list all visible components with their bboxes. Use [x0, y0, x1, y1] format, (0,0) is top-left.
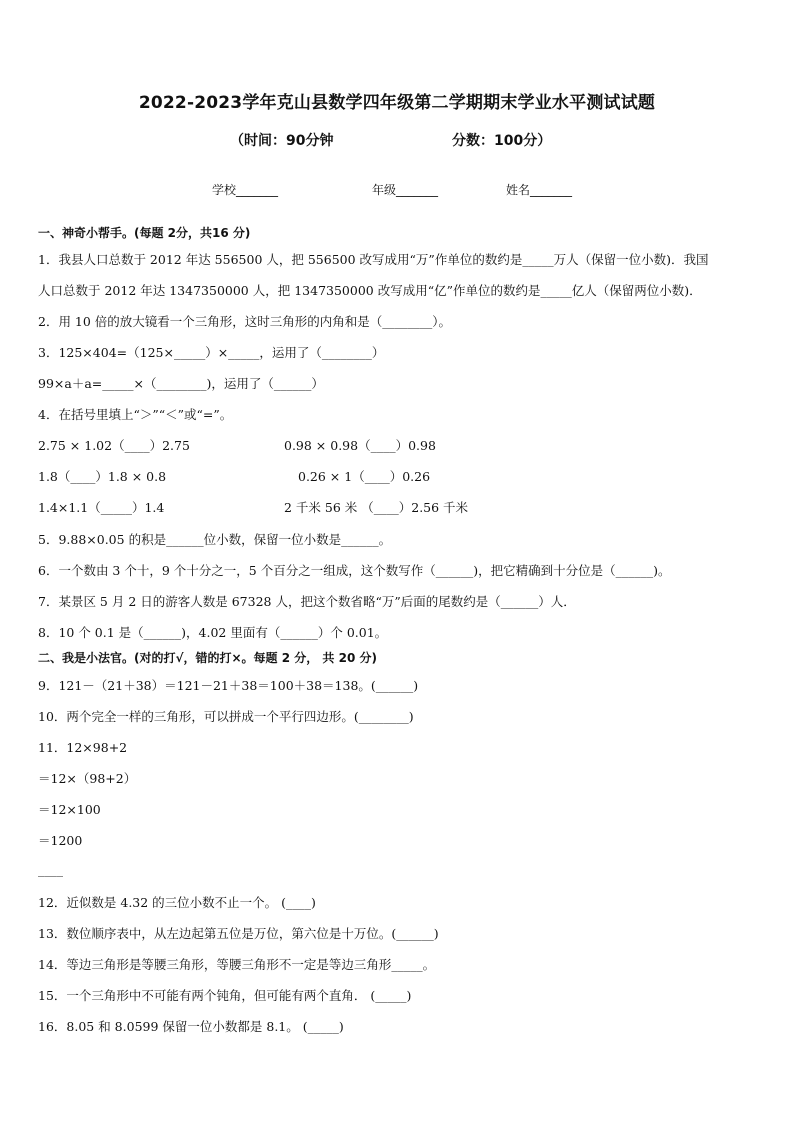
question-11-line-3: ＝12×100	[38, 802, 101, 817]
grade-field: 年级_______	[372, 183, 439, 197]
question-11-answer-blank: ____	[38, 862, 63, 877]
question-11-line-2: ＝12×（98+2）	[38, 771, 137, 786]
question-1-line-1: 1．我县人口总数于 2012 年达 556500 人，把 556500 改写成用“万”作单位的数约是_____万人（保留一位小数)．我国	[38, 252, 709, 267]
question-13: 13．数位顺序表中，从左边起第五位是万位，第六位是十万位。(______)	[38, 926, 439, 941]
question-3-line-2: 99×a＋a=_____×（________)，运用了（______）	[38, 376, 324, 391]
exam-time: （时间：90分钟	[230, 133, 334, 149]
exam-title: 2022-2023学年克山县数学四年级第二学期期末学业水平测试试题	[138, 93, 656, 113]
question-15: 15．一个三角形中不可能有两个钝角，但可能有两个直角． (_____)	[38, 988, 412, 1003]
question-16: 16．8.05 和 8.0599 保留一位小数都是 8.1。 (_____)	[38, 1019, 344, 1034]
question-9: 9．121－（21＋38）＝121－21＋38＝100＋38＝138。(______)	[38, 678, 419, 693]
school-field: 学校_______	[212, 183, 279, 197]
question-10: 10．两个完全一样的三角形，可以拼成一个平行四边形。(________)	[38, 709, 414, 724]
question-4-item-c1: 1.4×1.1（_____）1.4	[38, 500, 165, 515]
question-4-item-a1: 2.75 × 1.02（____）2.75	[38, 438, 190, 453]
question-2: 2．用 10 倍的放大镜看一个三角形，这时三角形的内角和是（________）。	[38, 314, 452, 329]
name-field: 姓名_______	[506, 183, 573, 197]
question-4-item-b2: 0.26 × 1（____）0.26	[298, 469, 431, 484]
question-11-line-4: ＝1200	[38, 833, 83, 848]
question-6: 6．一个数由 3 个十，9 个十分之一，5 个百分之一组成，这个数写作（______)，把它精确到十分位是（______)。	[38, 563, 671, 578]
question-4-item-c2: 2 千米 56 米 （____）2.56 千米	[284, 500, 469, 515]
question-14: 14．等边三角形是等腰三角形，等腰三角形不一定是等边三角形_____。	[38, 957, 436, 972]
exam-score: 分数：100分）	[452, 133, 552, 149]
question-4-item-b1: 1.8（____）1.8 × 0.8	[38, 469, 167, 484]
question-8: 8．10 个 0.1 是（______)，4.02 里面有（______）个 0.01。	[38, 625, 388, 640]
question-4-item-a2: 0.98 × 0.98（____）0.98	[284, 438, 436, 453]
question-4: 4．在括号里填上“＞”“＜”或“=”。	[38, 407, 233, 422]
section-2-heading: 二、我是小法官。(对的打√，错的打×。每题 2 分， 共 20 分)	[38, 651, 377, 665]
section-1-heading: 一、神奇小帮手。(每题 2分，共16 分)	[38, 226, 251, 240]
question-7: 7．某景区 5 月 2 日的游客人数是 67328 人，把这个数省略“万”后面的尾数约是（______）人．	[38, 594, 576, 609]
question-11-line-1: 11．12×98+2	[38, 740, 128, 755]
question-12: 12．近似数是 4.32 的三位小数不止一个。 (____)	[38, 895, 316, 910]
question-3-line-1: 3．125×404=（125×_____）×_____，运用了（________）	[38, 345, 385, 360]
question-5: 5．9.88×0.05 的积是______位小数，保留一位小数是______。	[38, 532, 392, 547]
question-1-line-2: 人口总数于 2012 年达 1347350000 人，把 1347350000 改写成用“亿”作单位的数约是_____亿人（保留两位小数)．	[38, 283, 702, 298]
